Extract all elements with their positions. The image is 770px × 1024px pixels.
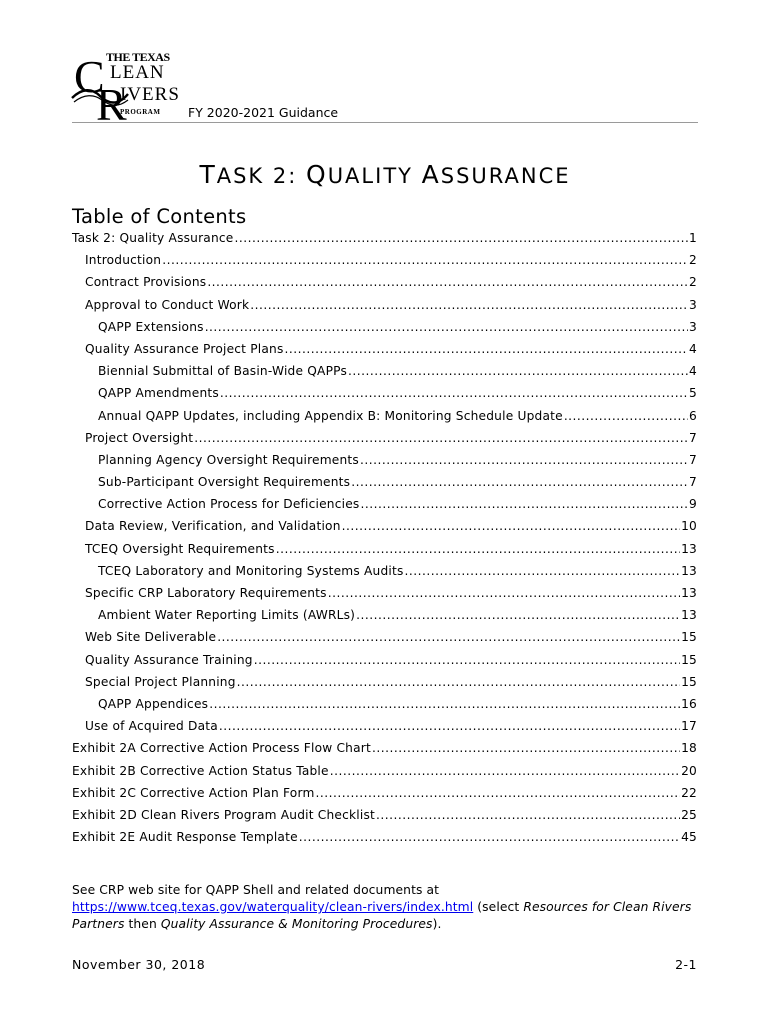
logo-lean: LEAN [110, 62, 165, 83]
clean-rivers-program-logo [70, 42, 186, 130]
toc-entry-label: TCEQ Laboratory and Monitoring Systems Audits [98, 563, 404, 578]
toc-leader-dots [235, 231, 689, 245]
toc-leader-dots [564, 409, 688, 423]
toc-entry[interactable] [72, 697, 697, 719]
toc-entry-label: TCEQ Oversight Requirements [85, 541, 275, 556]
toc-entry-label: QAPP Appendices [98, 696, 209, 711]
toc-leader-dots [328, 586, 680, 600]
toc-leader-dots [342, 519, 680, 533]
toc-entry[interactable] [72, 719, 697, 741]
toc-entry[interactable] [72, 519, 697, 541]
toc-entry-page: 7 [689, 452, 697, 467]
toc-entry-label: Exhibit 2C Corrective Action Plan Form [72, 785, 315, 800]
toc-entry-label: Ambient Water Reporting Limits (AWRLs) [98, 608, 356, 623]
toc-entry[interactable] [72, 386, 697, 408]
crp-website-note: See CRP web site for QAPP Shell and related documents at https://www.tceq.texas.gov/waterquality/clean-rivers/index.html (select Resources for Clean Rivers Partners then Quality Assurance & Monitoring Procedures). [72, 883, 692, 931]
crp-website-link[interactable]: https://www.tceq.texas.gov/waterquality/clean-rivers/index.html [72, 900, 474, 914]
toc-entry-page: 20 [681, 763, 697, 778]
header-divider [72, 122, 698, 123]
toc-entry-label: Quality Assurance Project Plans [85, 341, 284, 356]
toc-entry[interactable] [72, 764, 697, 786]
toc-entry-label: Task 2: Quality Assurance [72, 231, 234, 245]
toc-entry-page: 10 [681, 519, 697, 534]
logo-letter-r: R [96, 79, 127, 130]
toc-leader-dots [250, 298, 688, 312]
toc-entry-page: 13 [681, 541, 697, 556]
toc-entry[interactable] [72, 275, 697, 297]
logo-the-texas: THE TEXAS [106, 50, 170, 64]
toc-entry-label: Data Review, Verification, and Validation [85, 519, 341, 534]
toc-entry-label: Corrective Action Process for Deficiencies [98, 497, 360, 512]
toc-entry-page: 22 [681, 785, 697, 800]
toc-entry[interactable] [72, 409, 697, 431]
toc-entry-page: 13 [681, 586, 697, 600]
toc-entry-label: Web Site Deliverable [85, 630, 217, 645]
toc-leader-dots [299, 830, 680, 844]
toc-leader-dots [348, 364, 688, 378]
toc-leader-dots [285, 342, 689, 356]
toc-entry-label: Biennial Submittal of Basin-Wide QAPPs [98, 364, 348, 379]
logo-ivers: IVERS [120, 84, 180, 105]
toc-entry[interactable] [72, 808, 697, 830]
toc-entry-page: 7 [689, 430, 697, 445]
toc-entry-label: Planning Agency Oversight Requirements [98, 452, 359, 467]
toc-leader-dots [405, 564, 681, 578]
guidance-header: FY 2020-2021 Guidance [188, 105, 339, 120]
toc-entry-page: 1 [689, 231, 697, 245]
toc-leader-dots [162, 253, 688, 267]
toc-entry-page: 15 [681, 630, 697, 645]
toc-entry[interactable] [72, 497, 697, 519]
toc-entry-label: QAPP Amendments [98, 386, 219, 401]
toc-entry[interactable] [72, 675, 697, 697]
toc-entry-label: Special Project Planning [85, 674, 236, 689]
toc-entry[interactable] [72, 298, 697, 320]
toc-entry-page: 25 [681, 807, 697, 822]
toc-entry[interactable] [72, 431, 697, 453]
toc-entry[interactable] [72, 253, 697, 275]
toc-entry-label: Introduction [85, 253, 162, 268]
toc-entry-label: Approval to Conduct Work [85, 297, 250, 312]
toc-entry-label: Use of Acquired Data [85, 719, 218, 734]
toc-leader-dots [205, 320, 688, 334]
footer-page-number: 2-1 [675, 957, 697, 972]
toc-leader-dots [356, 608, 680, 622]
toc-leader-dots [276, 542, 680, 556]
toc-entry[interactable] [72, 630, 697, 652]
toc-leader-dots [207, 275, 688, 289]
toc-entry-page: 18 [681, 741, 697, 756]
toc-leader-dots [316, 786, 681, 800]
toc-entry-page: 15 [681, 674, 697, 689]
toc-entry[interactable] [72, 320, 697, 342]
toc-leader-dots [372, 741, 680, 755]
toc-entry-page: 9 [689, 497, 697, 512]
toc-entry-page: 13 [681, 608, 697, 623]
toc-entry-label: Exhibit 2A Corrective Action Process Flow Chart [72, 741, 371, 756]
toc-entry-page: 3 [689, 319, 697, 334]
table-of-contents [72, 231, 697, 852]
toc-entry-label: Project Oversight [85, 430, 194, 445]
toc-entry-page: 2 [689, 275, 697, 290]
toc-entry[interactable] [72, 364, 697, 386]
toc-entry[interactable] [72, 830, 697, 852]
toc-entry-label: Specific CRP Laboratory Requirements [85, 586, 327, 600]
toc-entry-page: 4 [689, 364, 697, 379]
toc-entry-page: 15 [681, 652, 697, 667]
toc-entry[interactable] [72, 231, 697, 253]
toc-entry-page: 4 [689, 341, 697, 356]
toc-leader-dots [360, 453, 688, 467]
toc-entry[interactable] [72, 608, 697, 630]
footer-date: November 30, 2018 [72, 957, 206, 972]
logo-letter-c: C [74, 51, 105, 102]
toc-leader-dots [220, 386, 688, 400]
toc-entry-page: 17 [681, 719, 697, 734]
toc-entry-label: Exhibit 2D Clean Rivers Program Audit Checklist [72, 807, 375, 822]
toc-entry[interactable] [72, 586, 697, 608]
toc-entry[interactable] [72, 342, 697, 364]
toc-entry-page: 5 [689, 386, 697, 401]
toc-entry[interactable] [72, 564, 697, 586]
toc-leader-dots [254, 653, 680, 667]
logo-program: PROGRAM [120, 108, 161, 116]
toc-entry-page: 3 [689, 297, 697, 312]
toc-heading: Table of Contents [72, 205, 247, 228]
toc-entry-page: 16 [681, 696, 697, 711]
toc-entry[interactable] [72, 741, 697, 763]
toc-entry-page: 13 [681, 563, 697, 578]
toc-leader-dots [376, 808, 680, 822]
toc-leader-dots [209, 697, 680, 711]
toc-entry[interactable] [72, 453, 697, 475]
toc-entry-label: QAPP Extensions [98, 319, 204, 334]
toc-entry[interactable] [72, 475, 697, 497]
toc-leader-dots [351, 475, 688, 489]
toc-entry-label: Contract Provisions [85, 275, 207, 290]
toc-entry[interactable] [72, 653, 697, 675]
toc-entry-label: Sub-Participant Oversight Requirements [98, 475, 351, 490]
toc-entry-label: Quality Assurance Training [85, 652, 253, 667]
toc-entry-page: 45 [681, 830, 697, 845]
toc-entry-page: 2 [689, 253, 697, 268]
toc-leader-dots [219, 719, 680, 733]
toc-entry[interactable] [72, 542, 697, 564]
page-title: TASK 2: QUALITY ASSURANCE [199, 160, 571, 189]
toc-leader-dots [217, 630, 680, 644]
toc-entry[interactable] [72, 786, 697, 808]
toc-entry-label: Exhibit 2B Corrective Action Status Table [72, 763, 329, 778]
toc-leader-dots [330, 764, 680, 778]
toc-leader-dots [237, 675, 680, 689]
toc-entry-label: Exhibit 2E Audit Response Template [72, 830, 298, 845]
toc-entry-page: 6 [689, 408, 697, 423]
toc-leader-dots [194, 431, 688, 445]
toc-leader-dots [360, 497, 688, 511]
toc-entry-label: Annual QAPP Updates, including Appendix B: Monitoring Schedule Update [98, 408, 563, 423]
toc-entry-page: 7 [689, 475, 697, 490]
